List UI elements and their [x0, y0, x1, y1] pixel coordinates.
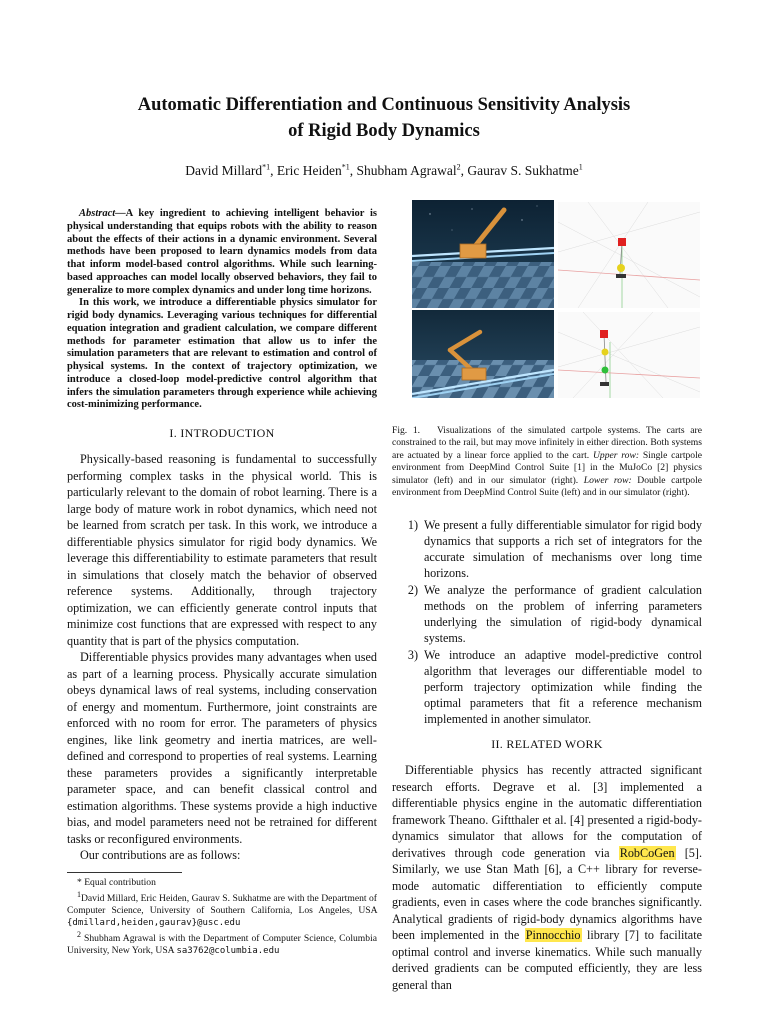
abstract-paragraph-2: In this work, we introduce a differentiable physics simulator for rigid body dynamics. Leveraging various techniques for differential equation integration and gradient calculation, we compare different methods for parameter estimation that allow us to infer the simulation parameters that are relevant to estimation and control of physical systems. In the context of trajectory optimization, we introduce a closed-loop model-predictive control algorithm that infers the simulation parameters through experience while achieving cost-minimizing performance. [67, 297, 377, 411]
paper-title [60, 92, 708, 144]
intro-paragraph-1: Physically-based reasoning is fundamental to successfully performing complex tasks in the physical world. This is particularly relevant to the domain of robot learning. There is a large body of mature work in robot dynamics, which need not be learned from scratch per task. In this work, we introduce a differentiable physics simulator for rigid body dynamics. We leverage this differentiability to estimate parameters that result in simulations that closely match the behavior of observed reference systems. Additionally, through trajectory optimization, we can efficiently generate control inputs that minimize cost functions that are expressed with respect to any quantity that is part of the physics computation. [67, 452, 377, 648]
mujoco-single-cartpole-image [412, 200, 554, 308]
list-item: 3) We introduce an adaptive model-predictive control algorithm that leverages our differentiable model to perform trajectory optimization while finding the optimal parameters that fit a reference mechanism implemented in another simulator. [407, 648, 702, 727]
left-column [67, 208, 377, 864]
our-double-cartpole-image [558, 312, 700, 398]
right-column [392, 200, 702, 993]
our-single-cartpole-image [558, 202, 700, 308]
footnotes [67, 872, 377, 957]
figure-1-caption: Fig. 1. Visualizations of the simulated cartpole systems. The carts are constrained to the rail, but may move infinitely in either direction. Both systems are actuated by a linear force applied to the cart. Upper row: Single cartpole environment from DeepMind Control Suite [1] in the MuJoCo [2] physics simulator (left) and in our simulator (right). Lower row: Double cartpole environment from DeepMind Control Suite (left) and in our simulator (right). [392, 425, 703, 499]
intro-paragraph-3: Our contributions are as follows: [80, 848, 241, 862]
list-item: 2) We analyze the performance of gradient calculation methods on the problem of inferring parameters underlying the simulation of rigid-body dynamical systems. [407, 583, 702, 646]
footnote-equal-contribution: * Equal contribution [77, 877, 156, 888]
footnote-affiliation-2: $^2$ Shubham Agrawal is with the Department of Computer Science, Columbia University, New York, USA sa3762@columbia.edu [67, 930, 377, 957]
section-heading-related-work: II. RELATED WORK [491, 737, 603, 752]
author-2: Eric Heiden$^{*1}$, [276, 162, 357, 178]
abstract-paragraph-1: Abstract—A key ingredient to achieving intelligent behavior is physical understanding that equips robots with the ability to reason about the effects of their actions in a dynamic environment. Several methods have been proposed to learn dynamics models from data that inform model-based control algorithms. While such learning-based approaches can model locally observed behaviors, they fail to generalize to more complex dynamics and under long time horizons. [67, 208, 377, 296]
footnote-affiliation-1: $^1$David Millard, Eric Heiden, Gaurav S. Sukhatme are with the Department of Computer Science, University of Southern California, Los Angeles, USA {dmillard,heiden,gaurav}@usc.edu [67, 890, 377, 929]
intro-paragraph-2: Differentiable physics provides many advantages when used as part of a learning process. Physically accurate simulation obeys dynamical laws of real systems, including conservation of energy and momentum. Furthermore, joint constraints are enforced with no room for error. The parameters of physics engines, like link geometry and inertia matrices, are well-defined and correspond to properties of real systems. Learning these parameters provides a significantly interpretable parameter space, and can benefit classical control and estimation algorithms. These systems provide a high inductive bias, and model parameters need not be retrained for different tasks or reconfigured environments. [67, 650, 377, 846]
list-item: 1) We present a fully differentiable simulator for rigid body dynamics that supports a rich set of integrators for the accurate simulation of mechanisms over long time horizons. [407, 518, 702, 581]
author-4: Gaurav S. Sukhatme$^1$ [467, 162, 583, 178]
related-work-paragraph: Differentiable physics has recently attracted significant research efforts. Degrave et al. [3] implemented a differentiable physics engine in the automatic differentiation framework Theano. Giftthaler et al. [4] presented a rigid-body-dynamics simulator that allows for the computation of derivatives through code generation via RobCoGen [5]. Similarly, we use Stan Math [6], a C++ library for reverse-mode automatic differentiation to efficiently compute gradients, even in cases where the code branches significantly. Analytical gradients of rigid-body dynamics algorithms have been implemented in the Pinnocchio library [7] to facilitate optimal control and inverse kinematics. While such manually derived gradients can be computed efficiently, they are less general than [392, 763, 703, 992]
title-line-2: of Rigid Body Dynamics [288, 121, 480, 141]
title-line-1: Automatic Differentiation and Continuous Sensitivity Analysis [137, 95, 631, 115]
contributions-list [392, 517, 702, 727]
author-3: Shubham Agrawal$^2$, [356, 162, 468, 178]
highlight-pinnocchio[interactable]: Pinnocchio [525, 928, 581, 943]
section-heading-introduction: I. INTRODUCTION [169, 426, 275, 440]
author-1: David Millard$^{*1}$, [185, 162, 277, 178]
email-usc: {dmillard,heiden,gaurav}@usc.edu [67, 918, 241, 929]
figure-1 [392, 200, 702, 415]
mujoco-double-cartpole-image [412, 310, 554, 398]
email-columbia: sa3762@columbia.edu [176, 946, 280, 957]
author-list [60, 162, 708, 179]
highlight-robcogen[interactable]: RobCoGen [619, 845, 675, 860]
footnote-rule [67, 872, 182, 873]
